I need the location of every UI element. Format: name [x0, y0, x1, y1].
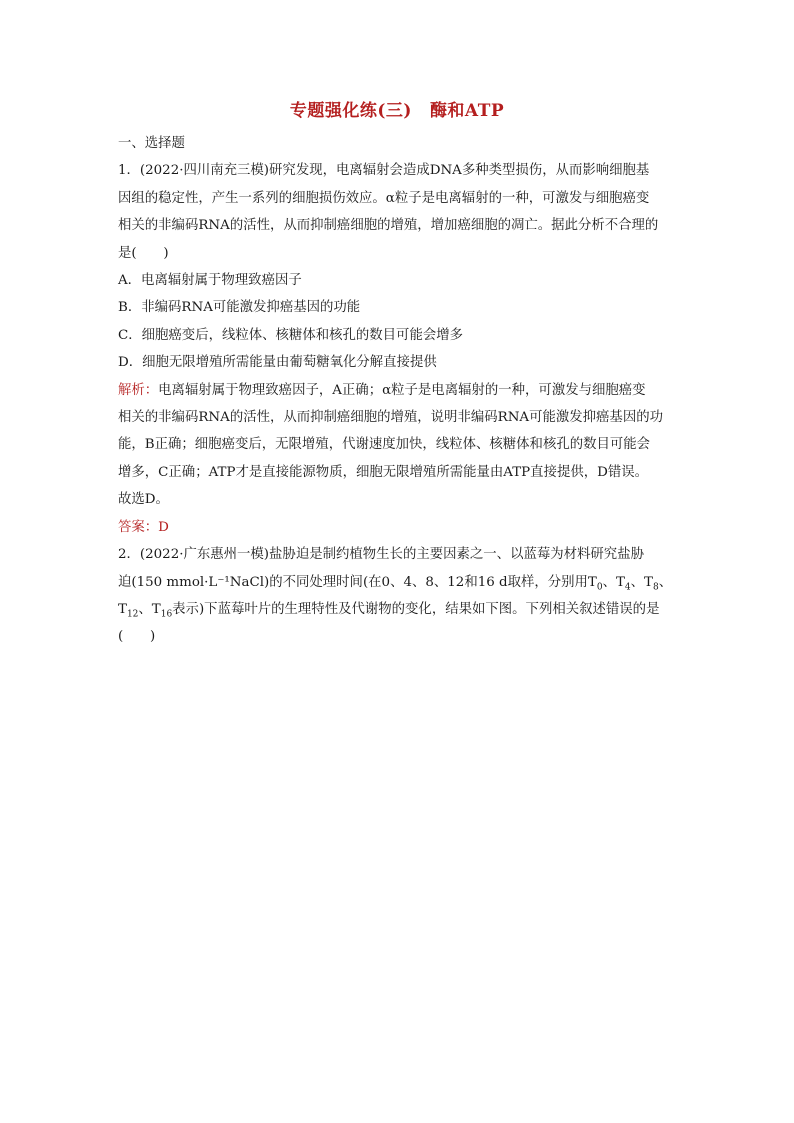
page-title [0, 96, 794, 121]
analysis-label: 解析： [118, 382, 159, 398]
q2-stem-line: $T_{12}$、$T_{16}$表示)下蓝莓叶片的生理特性及代谢物的变化，结果如下图。下列相关叙述错误的是 [118, 601, 660, 620]
q1-option-d: D．细胞无限增殖所需能量由葡萄糖氧化分解直接提供 [118, 355, 437, 371]
q1-option-b: B．非编码RNA可能激发抑癌基因的功能 [118, 300, 361, 316]
q2-stem-line: ( ) [118, 629, 156, 645]
q2-stem-line: 迫(150 mmol·L⁻¹NaCl)的不同处理时间(在0、4、8、12和16 d取样，分别用$T_0$、$T_4$、$T_8$、 [118, 574, 673, 593]
question-1 [118, 157, 683, 541]
section-heading: 一、选择题 [118, 136, 185, 151]
q2-stem-line: 2．(2022·广东惠州一模)盐胁迫是制约植物生长的主要因素之一、以蓝莓为材料研究盐胁 [118, 547, 644, 563]
q1-analysis-line: 能，B正确；细胞癌变后，无限增殖，代谢速度加快，线粒体、核糖体和核孔的数目可能会 [118, 437, 651, 453]
answer-value: D [158, 519, 169, 535]
q1-analysis-line: 故选D。 [118, 492, 169, 508]
title-sub: 酶和ATP [429, 101, 505, 121]
q1-stem-line: 是( ) [118, 245, 169, 261]
q1-analysis-line: 相关的非编码RNA的活性，从而抑制癌细胞的增殖，说明非编码RNA可能激发抑癌基因的功 [118, 410, 663, 426]
question-2 [118, 541, 683, 651]
q1-stem-line: 1．(2022·四川南充三模)研究发现，电离辐射会造成DNA多种类型损伤，从而影响细胞基 [118, 163, 650, 179]
q1-option-a: A．电离辐射属于物理致癌因子 [118, 273, 302, 289]
q1-analysis-line: 增多，C正确；ATP才是直接能源物质，细胞无限增殖所需能量由ATP直接提供，D错误。 [118, 464, 649, 480]
answer-label: 答案： [118, 519, 159, 535]
q1-option-c: C．细胞癌变后，线粒体、核糖体和核孔的数目可能会增多 [118, 327, 464, 343]
content-body [118, 130, 683, 651]
q1-stem-line: 相关的非编码RNA的活性，从而抑制癌细胞的增殖，增加癌细胞的凋亡。据此分析不合理的 [118, 218, 659, 234]
q1-stem-line: 因组的稳定性，产生一系列的细胞损伤效应。α粒子是电离辐射的一种，可激发与细胞癌变 [118, 190, 650, 206]
q1-answer [118, 514, 683, 541]
q1-analysis-first: 解析：电离辐射属于物理致癌因子，A正确；α粒子是电离辐射的一种，可激发与细胞癌变 [118, 382, 646, 398]
title-main: 专题强化练(三) [289, 101, 412, 121]
